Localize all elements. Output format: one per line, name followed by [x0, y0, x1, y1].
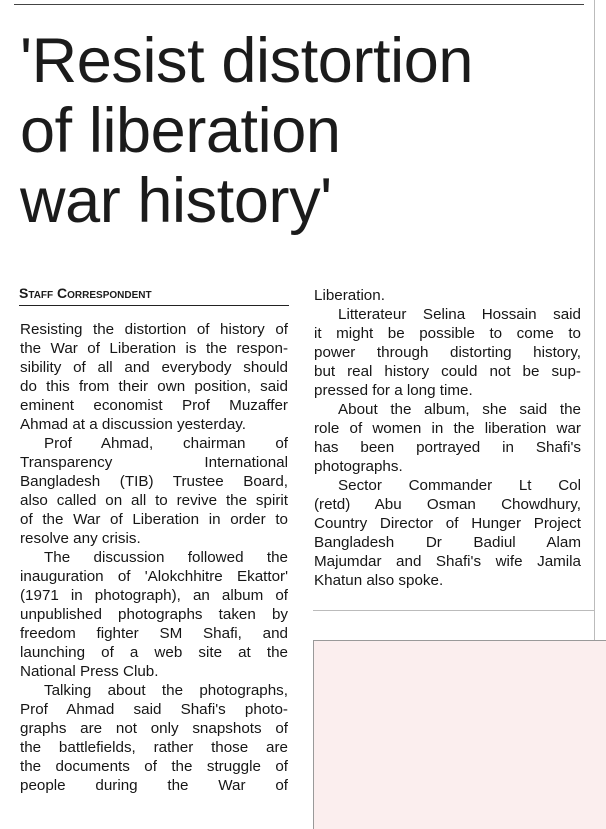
- body-line: sibility of all and everybody should: [20, 359, 288, 376]
- body-line: Litterateur Selina Hossain said: [338, 306, 581, 323]
- body-line: National Press Club.: [20, 663, 159, 680]
- section-divider: [313, 610, 594, 611]
- body-line: Prof Ahmad, chairman of: [44, 435, 288, 452]
- body-line: graphs are not only snapshots of: [20, 720, 288, 737]
- body-line: the documents of the struggle of: [20, 758, 288, 775]
- body-line: About the album, she said the: [338, 401, 581, 418]
- top-rule: [14, 4, 584, 5]
- body-line: Ahmad at a discussion yesterday.: [20, 416, 246, 433]
- advertisement-box: [313, 640, 606, 829]
- body-line: it might be possible to come to: [314, 325, 581, 342]
- body-line: has been portrayed in Shafi's: [314, 439, 581, 456]
- body-line: Transparency International: [20, 454, 288, 471]
- body-line: launching of a web site at the: [20, 644, 288, 661]
- body-line: resolve any crisis.: [20, 530, 141, 547]
- headline-line: war history': [20, 166, 332, 236]
- body-line: do this from their own position, said: [20, 378, 288, 395]
- headline: [20, 26, 590, 236]
- body-line: Country Director of Hunger Project: [314, 515, 581, 532]
- body-line: unpublished photographs taken by: [20, 606, 288, 623]
- body-line: (retd) Abu Osman Chowdhury,: [314, 496, 581, 513]
- body-line: photographs.: [314, 458, 403, 475]
- body-line: people during the War of: [20, 777, 288, 794]
- body-line: Sector Commander Lt Col: [338, 477, 581, 494]
- body-line: (1971 in photograph), an album of: [20, 587, 288, 604]
- body-line: Resisting the distortion of history of: [20, 321, 288, 338]
- body-line: of the War of Liberation in order to: [20, 511, 288, 528]
- body-line: the battlefields, rather those are: [20, 739, 288, 756]
- body-line: Bangladesh Dr Badiul Alam: [314, 534, 581, 551]
- article-body-right-column: [314, 286, 581, 590]
- byline: Staff Correspondent: [19, 285, 289, 306]
- body-line: Majumdar and Shafi's wife Jamila: [314, 553, 581, 570]
- body-line: eminent economist Prof Muzaffer: [20, 397, 288, 414]
- body-line: pressed for a long time.: [314, 382, 473, 399]
- body-line: Talking about the photographs,: [44, 682, 288, 699]
- body-line: the War of Liberation is the respon-: [20, 340, 288, 357]
- body-line: The discussion followed the: [44, 549, 288, 566]
- headline-line: 'Resist distortion: [20, 26, 473, 96]
- body-line: Khatun also spoke.: [314, 572, 444, 589]
- body-line: inauguration of 'Alokchhitre Ekattor': [20, 568, 288, 585]
- body-line: power through distorting history,: [314, 344, 581, 361]
- body-line: freedom fighter SM Shafi, and: [20, 625, 288, 642]
- body-line: but real history could not be sup-: [314, 363, 581, 380]
- headline-line: of liberation: [20, 96, 341, 166]
- body-line: role of women in the liberation war: [314, 420, 581, 437]
- body-line: Prof Ahmad said Shafi's photo-: [20, 701, 288, 718]
- article-body-left-column: [20, 320, 288, 795]
- body-line: Bangladesh (TIB) Trustee Board,: [20, 473, 288, 490]
- body-line: Liberation.: [314, 287, 385, 304]
- body-line: also called on all to revive the spirit: [20, 492, 288, 509]
